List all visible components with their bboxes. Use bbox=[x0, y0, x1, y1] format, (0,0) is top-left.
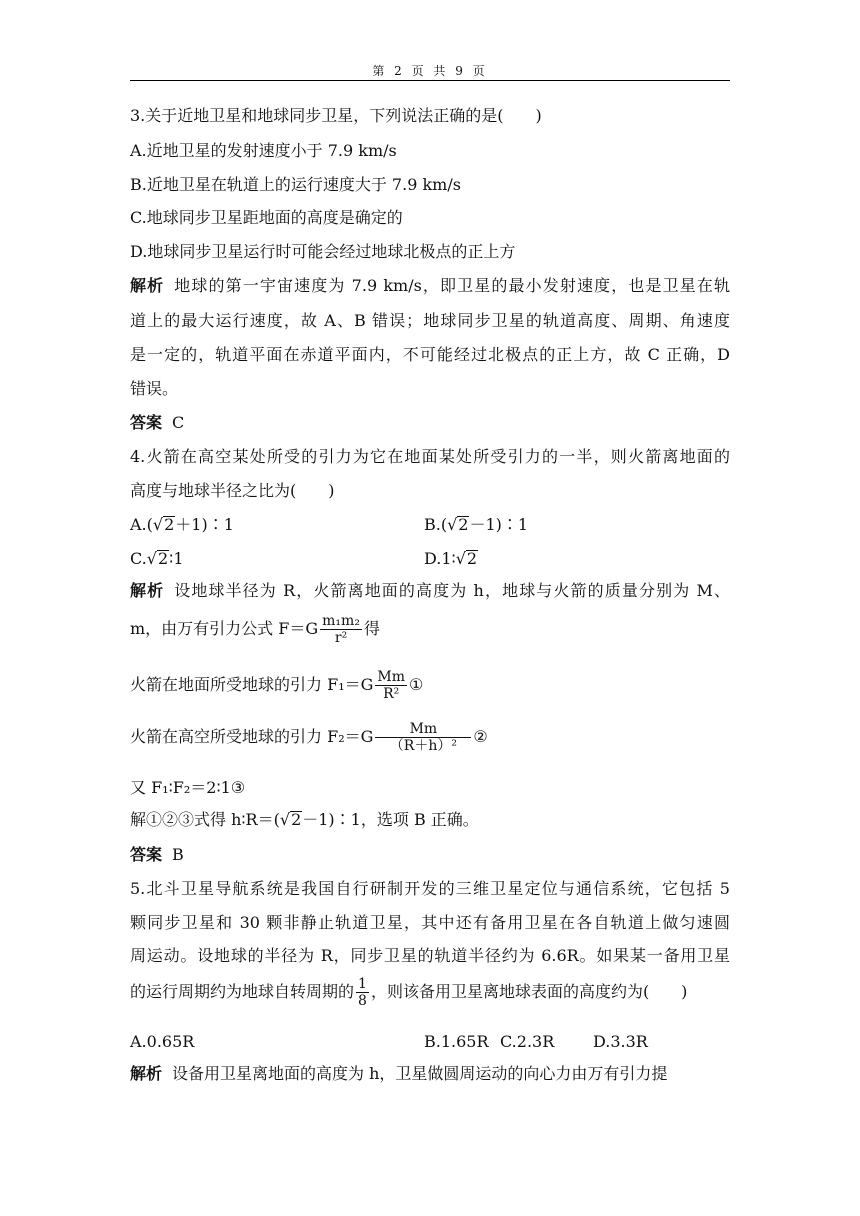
q4-equation-2: 火箭在高空所受地球的引力 F₂＝G $\frac{Mm}{\text{（R＋h）²}}$ ② bbox=[130, 721, 488, 754]
q4-option-a: A.(√2＋1)∶1 bbox=[130, 515, 234, 534]
q5-analysis-line: 解析 设备用卫星离地面的高度为 h，卫星做圆周运动的向心力由万有引力提 bbox=[130, 1064, 668, 1083]
fraction: $\frac{\text{m₁m₂}}{\text{r²}}$ bbox=[322, 613, 360, 646]
analysis-label: 解析 bbox=[130, 581, 165, 600]
q4-equation-1: 火箭在地面所受地球的引力 F₁＝G $\frac{Mm}{\text{R²}}$ ① bbox=[130, 669, 424, 702]
q5-option-a: A.0.65R bbox=[130, 1032, 195, 1051]
header-rule bbox=[130, 80, 730, 81]
fraction: $\frac{Mm}{\text{R²}}$ bbox=[377, 669, 406, 702]
q4-option-b: B.(√2－1)∶1 bbox=[424, 515, 529, 534]
q5-stem-line: 5.北斗卫星导航系统是我国自行研制开发的三维卫星定位与通信系统，它包括 5 bbox=[130, 879, 730, 898]
q5-option-d: D.3.3R bbox=[593, 1032, 648, 1051]
q4-answer bbox=[130, 845, 184, 865]
answer-value: C bbox=[172, 413, 185, 432]
q5-option-b: B.1.65R bbox=[424, 1032, 489, 1051]
q4-ratio: 又 F₁∶F₂＝2∶1③ bbox=[130, 778, 246, 797]
q5-stem-line: 颗同步卫星和 30 颗非静止轨道卫星，其中还有备用卫星在各自轨道上做匀速圆 bbox=[130, 913, 730, 932]
q5-stem-line: 周运动。设地球的半径为 R，同步卫星的轨道半径约为 6.6R。如果某一备用卫星 bbox=[130, 946, 730, 965]
q3-analysis-line: 错误。 bbox=[130, 379, 179, 398]
q3-stem: 3.关于近地卫星和地球同步卫星，下列说法正确的是( ) bbox=[130, 106, 542, 125]
q4-stem-line: 4.火箭在高空某处所受的引力为它在地面某处所受引力的一半，则火箭离地面的 bbox=[130, 447, 730, 466]
q3-analysis-line: 道上的最大运行速度，故 A、B 错误；地球同步卫星的轨道高度、周期、角速度 bbox=[130, 311, 730, 330]
q4-analysis-line: 解析 设地球半径为 R，火箭离地面的高度为 h，地球与火箭的质量分别为 M、 bbox=[130, 581, 730, 600]
q3-analysis-line: 解析 地球的第一宇宙速度为 7.9 km/s，即卫星的最小发射速度，也是卫星在轨 bbox=[130, 276, 730, 295]
analysis-label: 解析 bbox=[130, 276, 165, 295]
q3-option-a: A.近地卫星的发射速度小于 7.9 km/s bbox=[130, 141, 397, 160]
answer-label: 答案 bbox=[130, 413, 163, 432]
q3-option-b: B.近地卫星在轨道上的运行速度大于 7.9 km/s bbox=[130, 175, 461, 194]
q4-stem-line: 高度与地球半径之比为( ) bbox=[130, 481, 335, 500]
answer-value: B bbox=[172, 845, 184, 864]
fraction: $\frac{1}{8}$ bbox=[358, 976, 367, 1009]
q5-option-c: C.2.3R bbox=[500, 1032, 555, 1051]
page-header: 第 2 页 共 9 页 bbox=[372, 64, 488, 78]
q4-solution: 解①②③式得 h∶R＝(√2－1)∶1，选项 B 正确。 bbox=[130, 810, 479, 829]
analysis-label: 解析 bbox=[130, 1064, 163, 1083]
q4-option-d: D.1∶√2 bbox=[424, 549, 478, 568]
q4-formula-line: m，由万有引力公式 F＝G $\frac{\text{m₁m₂}}{\text{r²}}$ 得 bbox=[130, 613, 380, 646]
q4-option-c: C.√2∶1 bbox=[130, 549, 184, 568]
q3-answer bbox=[130, 413, 184, 433]
fraction: $\frac{Mm}{\text{（R＋h）²}}$ bbox=[375, 721, 471, 754]
q5-stem-line: 的运行周期约为地球自转周期的 $\frac{1}{8}$ ，则该备用卫星离地球表面的高度约为( ) bbox=[130, 976, 688, 1009]
q3-option-c: C.地球同步卫星距地面的高度是确定的 bbox=[130, 208, 403, 227]
q3-analysis-line: 是一定的，轨道平面在赤道平面内，不可能经过北极点的正上方，故 C 正确，D bbox=[130, 345, 730, 364]
q3-option-d: D.地球同步卫星运行时可能会经过地球北极点的正上方 bbox=[130, 242, 516, 261]
answer-label: 答案 bbox=[130, 845, 163, 864]
